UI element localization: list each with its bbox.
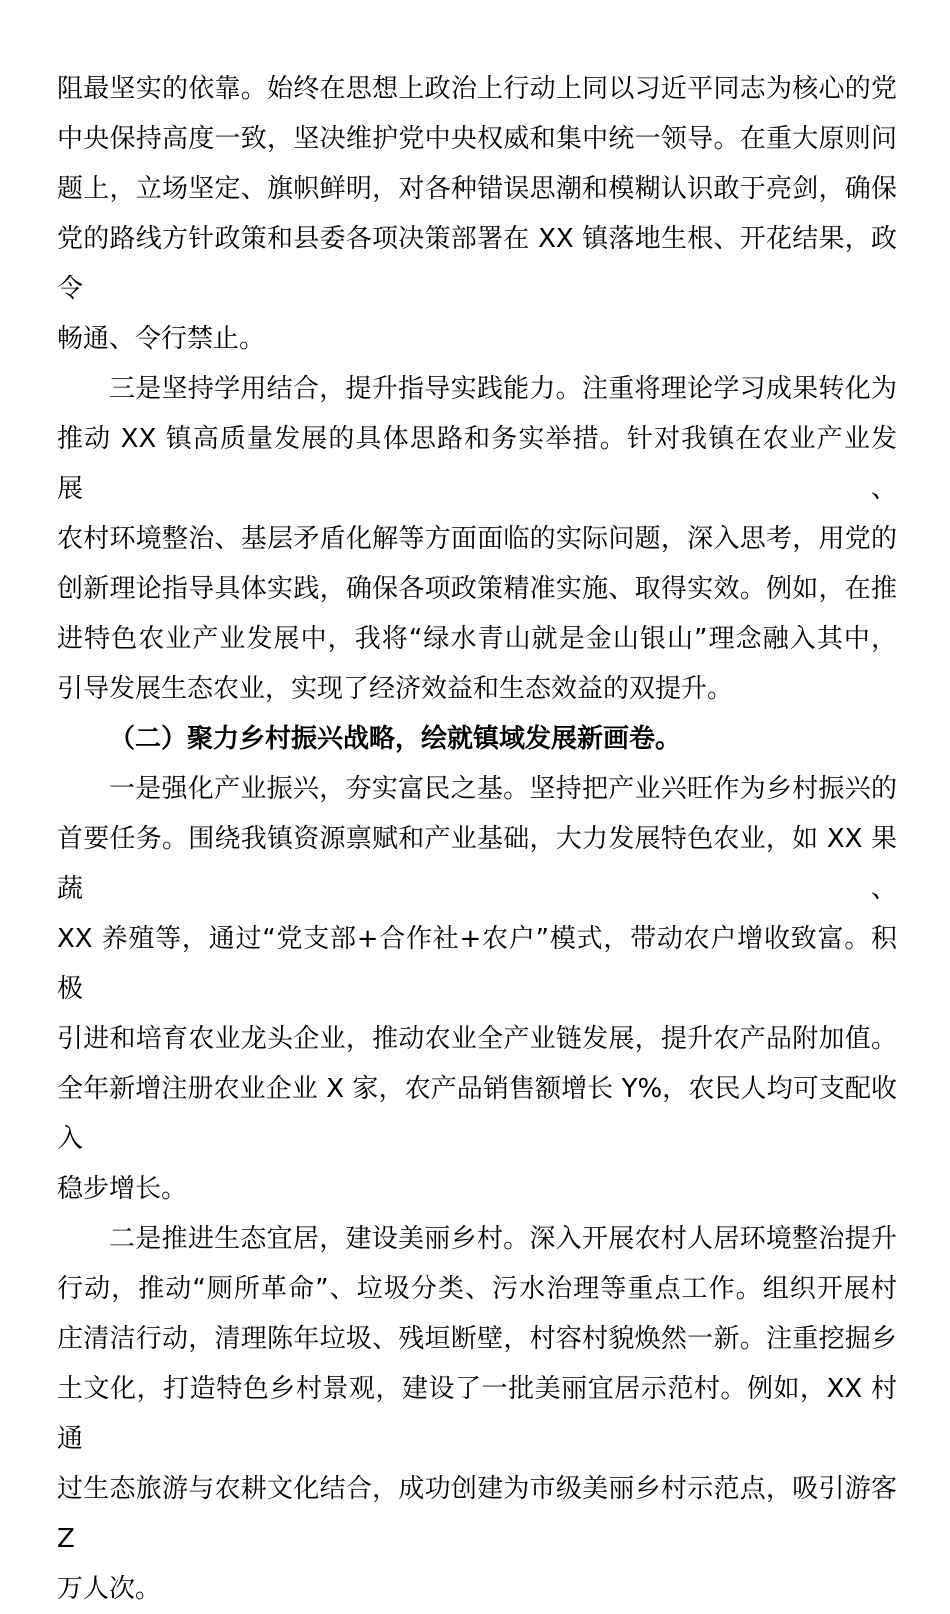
text-line: 推动 XX 镇高质量发展的具体思路和务实举措。针对我镇在农业产业发展、 [57, 424, 897, 504]
text-line: 中央保持高度一致，坚决维护党中央权威和集中统一领导。在重大原则问 [57, 124, 897, 154]
text-line: 党的路线方针政策和县委各项决策部署在 XX 镇落地生根、开花结果，政令 [57, 224, 897, 304]
text-line: 稳步增长。 [57, 1174, 188, 1204]
text-line: 土文化，打造特色乡村景观，建设了一批美丽宜居示范村。例如，XX 村通 [57, 1374, 897, 1454]
paragraph [57, 364, 897, 714]
document-body [57, 64, 897, 1614]
text-line: 全年新增注册农业企业 X 家，农产品销售额增长 Y%，农民人均可支配收入 [57, 1074, 897, 1154]
text-line: 农村环境整治、基层矛盾化解等方面面临的实际问题，深入思考，用党的 [57, 524, 897, 554]
text-line: 首要任务。围绕我镇资源禀赋和产业基础，大力发展特色农业，如 XX 果蔬、 [57, 824, 897, 904]
text-line: 万人次。 [57, 1574, 162, 1604]
text-line: 庄清洁行动，清理陈年垃圾、残垣断壁，村容村貌焕然一新。注重挖掘乡 [57, 1324, 897, 1354]
text-line: XX 养殖等，通过“党支部+合作社+农户”模式，带动农户增收致富。积极 [57, 924, 897, 1004]
text-line: 畅通、令行禁止。 [57, 324, 266, 354]
text-line: 引进和培育农业龙头企业，推动农业全产业链发展，提升农产品附加值。 [57, 1024, 897, 1054]
section-heading [57, 714, 897, 764]
text-line: 题上，立场坚定、旗帜鲜明，对各种错误思潮和模糊认识敢于亮剑，确保 [57, 174, 897, 204]
heading-line: （二）聚力乡村振兴战略，绘就镇域发展新画卷。 [109, 724, 682, 754]
text-line: 阻最坚实的依靠。始终在思想上政治上行动上同以习近平同志为核心的党 [57, 74, 897, 104]
paragraph [57, 1214, 897, 1614]
text-line: 引导发展生态农业，实现了经济效益和生态效益的双提升。 [57, 674, 734, 704]
paragraph [57, 64, 897, 364]
text-line: 二是推进生态宜居，建设美丽乡村。深入开展农村人居环境整治提升 [109, 1224, 897, 1254]
text-line: 创新理论指导具体实践，确保各项政策精准实施、取得实效。例如，在推 [57, 574, 897, 604]
text-line: 进特色农业产业发展中，我将“绿水青山就是金山银山”理念融入其中， [57, 624, 897, 654]
text-line: 过生态旅游与农耕文化结合，成功创建为市级美丽乡村示范点，吸引游客 Z [57, 1474, 897, 1554]
text-line: 行动，推动“厕所革命”、垃圾分类、污水治理等重点工作。组织开展村 [57, 1274, 897, 1304]
text-line: 一是强化产业振兴，夯实富民之基。坚持把产业兴旺作为乡村振兴的 [109, 774, 897, 804]
text-line: 三是坚持学用结合，提升指导实践能力。注重将理论学习成果转化为 [109, 374, 897, 404]
paragraph [57, 764, 897, 1214]
